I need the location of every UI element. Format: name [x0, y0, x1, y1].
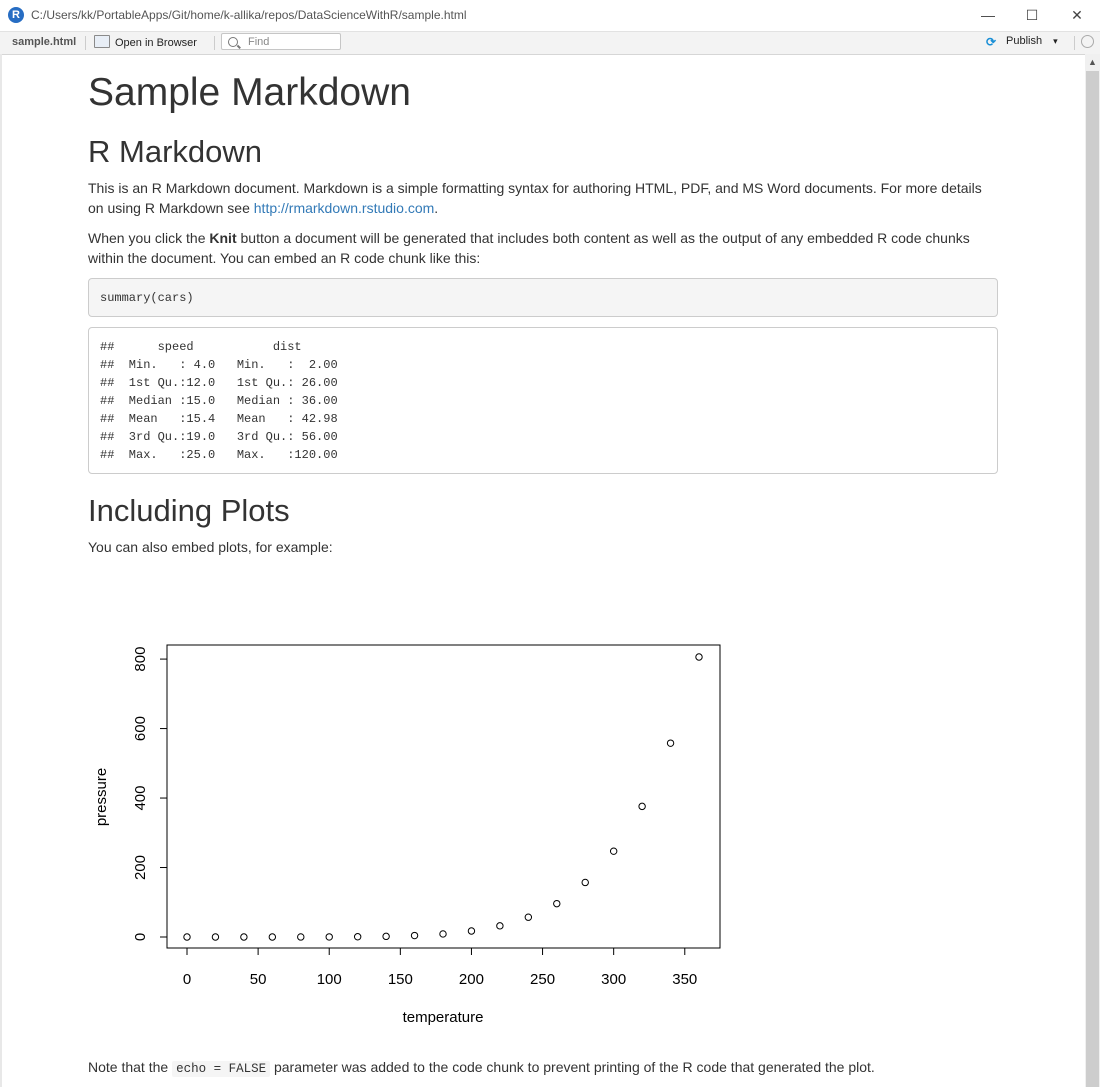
echo-false-code: echo = FALSE	[172, 1061, 270, 1077]
section-heading-including-plots: Including Plots	[88, 493, 290, 528]
section-heading-r-markdown: R Markdown	[88, 134, 262, 169]
knit-bold: Knit	[209, 230, 237, 246]
y-axis-label: pressure	[93, 767, 110, 827]
browser-window-icon	[94, 35, 110, 48]
output-line: ## Max. :25.0 Max. :120.00	[100, 448, 353, 462]
data-point	[696, 654, 702, 660]
publish-icon: ⟳	[986, 35, 997, 49]
viewer-toolbar	[0, 31, 1100, 55]
output-line: ## speed dist	[100, 340, 353, 354]
chevron-down-icon[interactable]: ▾	[1053, 36, 1058, 46]
data-point	[468, 928, 474, 934]
data-point	[383, 933, 389, 939]
note-paragraph	[88, 1057, 998, 1079]
close-button[interactable]: ✕	[1071, 7, 1083, 23]
output-line: ## 3rd Qu.:19.0 3rd Qu.: 56.00	[100, 430, 353, 444]
search-icon	[228, 37, 238, 47]
code-text: summary(cars)	[100, 291, 194, 305]
publish-button[interactable]	[986, 35, 1058, 48]
window-title-path: C:/Users/kk/PortableApps/Git/home/k-allika/repos/DataScienceWithR/sample.html	[31, 8, 467, 22]
x-tick-label: 100	[316, 971, 342, 988]
x-tick-label: 150	[387, 971, 413, 988]
x-axis	[183, 948, 697, 988]
data-points	[184, 654, 702, 940]
data-point	[269, 934, 275, 940]
scrollbar-thumb[interactable]	[1086, 71, 1099, 1087]
y-tick-label: 800	[132, 646, 149, 672]
data-point	[610, 848, 616, 854]
minimize-button[interactable]: —	[981, 7, 995, 23]
y-tick-label: 0	[132, 932, 149, 942]
data-point	[639, 803, 645, 809]
pressure-temperature-chart	[88, 600, 748, 1040]
refresh-icon[interactable]	[1081, 35, 1094, 48]
code-chunk	[88, 278, 998, 317]
intro-text: This is an R Markdown document. Markdown is a simple formatting syntax for authoring HTML, PDF, and MS Word documents. For more details on using R Markdown see	[88, 180, 982, 216]
data-point	[212, 934, 218, 940]
publish-label: Publish	[1006, 35, 1043, 47]
data-point	[554, 900, 560, 906]
data-point	[411, 932, 417, 938]
scroll-up-icon[interactable]: ▲	[1088, 57, 1097, 67]
note-post: parameter was added to the code chunk to prevent printing of the R code that generated the plot.	[270, 1059, 875, 1075]
note-pre: Note that the	[88, 1059, 173, 1075]
output-line: ## Mean :15.4 Mean : 42.98	[100, 412, 353, 426]
toolbar-divider	[214, 36, 215, 50]
x-tick-label: 350	[672, 971, 698, 988]
toolbar-divider	[1074, 36, 1075, 50]
data-point	[298, 934, 304, 940]
y-tick-label: 200	[132, 855, 149, 881]
knit-pre: When you click the	[88, 230, 210, 246]
intro-end: .	[434, 200, 439, 216]
toolbar-divider	[85, 36, 86, 50]
page-title: Sample Markdown	[88, 71, 411, 114]
data-point	[667, 740, 673, 746]
x-tick-label: 200	[458, 971, 484, 988]
output-line: ## Median :15.0 Median : 36.00	[100, 394, 353, 408]
data-point	[582, 879, 588, 885]
x-tick-label: 0	[182, 971, 192, 988]
left-pane-edge	[0, 54, 2, 1087]
knit-paragraph	[88, 228, 998, 268]
plots-paragraph: You can also embed plots, for example:	[88, 539, 333, 555]
data-point	[354, 934, 360, 940]
data-point	[525, 914, 531, 920]
y-tick-label: 600	[132, 716, 149, 742]
open-in-browser-button[interactable]	[94, 35, 197, 49]
y-tick-label: 400	[132, 785, 149, 811]
x-tick-label: 50	[249, 971, 267, 988]
data-point	[497, 923, 503, 929]
data-point	[241, 934, 247, 940]
x-axis-label: temperature	[402, 1009, 484, 1026]
code-output	[88, 327, 998, 474]
x-tick-label: 300	[601, 971, 627, 988]
output-line: ## Min. : 4.0 Min. : 2.00	[100, 358, 353, 372]
find-input[interactable]	[221, 33, 341, 50]
knit-post: button a document will be generated that includes both content as well as the output of any embedded R code chunks within the document. You can embed an R code chunk like this:	[88, 230, 970, 266]
r-logo-icon: R	[8, 7, 24, 23]
plot-frame	[167, 645, 720, 948]
data-point	[326, 934, 332, 940]
maximize-button[interactable]: ☐	[1025, 7, 1039, 23]
x-tick-label: 250	[530, 971, 556, 988]
open-in-browser-label: Open in Browser	[115, 37, 197, 49]
rmarkdown-link[interactable]: http://rmarkdown.rstudio.com	[253, 200, 435, 216]
file-name-label: sample.html	[12, 36, 77, 48]
y-axis	[132, 647, 167, 942]
find-placeholder: Find	[248, 36, 270, 48]
intro-paragraph	[88, 178, 998, 218]
window-titlebar	[0, 0, 1100, 31]
data-point	[440, 931, 446, 937]
output-line: ## 1st Qu.:12.0 1st Qu.: 26.00	[100, 376, 353, 390]
data-point	[184, 934, 190, 940]
